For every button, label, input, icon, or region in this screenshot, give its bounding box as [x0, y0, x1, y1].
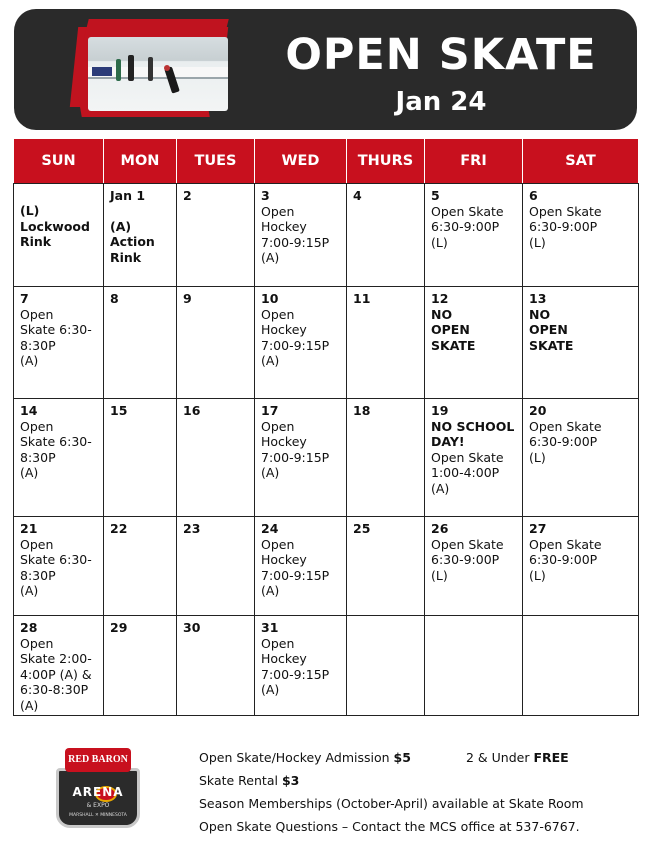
under-two-info: 2 & Under FREE	[466, 750, 569, 765]
day-number: 17	[261, 403, 279, 418]
day-number: 25	[353, 521, 371, 536]
event-note: NO OPEN SKATE	[529, 306, 574, 353]
event-note: Open Skate 6:30-9:00P (L)	[529, 536, 602, 583]
calendar-day-cell	[104, 287, 177, 399]
day-number: 23	[183, 521, 201, 536]
calendar-day-cell	[255, 517, 347, 616]
day-number: 21	[20, 521, 38, 536]
calendar-day-cell	[177, 616, 255, 716]
event-note: Open Hockey 7:00-9:15P (A)	[261, 203, 330, 265]
calendar-day-cell	[255, 184, 347, 287]
memberships-info: Season Memberships (October-April) available at Skate Room	[199, 796, 584, 811]
event-note: Open Skate 6:30- 8:30P (A)	[20, 418, 92, 480]
event-note: Open Hockey 7:00-9:15P (A)	[261, 635, 330, 697]
day-number: 29	[110, 620, 128, 635]
event-note: NO OPEN SKATE	[431, 306, 476, 353]
weekday-header: TUES	[177, 139, 255, 184]
calendar-day-cell	[177, 287, 255, 399]
calendar-day-cell	[347, 616, 425, 716]
day-number: 30	[183, 620, 201, 635]
day-number: 26	[431, 521, 449, 536]
calendar-day-cell	[425, 616, 523, 716]
event-note: Open Hockey 7:00-9:15P (A)	[261, 536, 330, 598]
rink-ad	[92, 67, 112, 76]
calendar-week-row	[14, 287, 639, 399]
event-note: Open Hockey 7:00-9:15P (A)	[261, 306, 330, 368]
calendar-day-cell	[255, 399, 347, 517]
calendar-day-cell	[14, 287, 104, 399]
calendar-day-cell	[177, 517, 255, 616]
day-number: 18	[353, 403, 371, 418]
weekday-header: SAT	[523, 139, 639, 184]
event-note: Open Skate 6:30-9:00P (L)	[431, 203, 504, 250]
header-banner	[14, 9, 637, 130]
calendar-day-cell	[347, 287, 425, 399]
day-number: Jan 1	[110, 188, 146, 203]
red-baron-arena-logo: ARENA & EXPO MARSHALL ✕ MINNESOTA RED BARON	[53, 748, 144, 830]
calendar-day-cell	[104, 399, 177, 517]
weekday-header: THURS	[347, 139, 425, 184]
calendar-day-cell	[523, 517, 639, 616]
event-note: NO SCHOOL DAY!	[431, 418, 515, 449]
event-note: Open Skate 1:00-4:00P (A)	[431, 449, 504, 496]
day-number: 5	[431, 188, 440, 203]
day-number: 9	[183, 291, 192, 306]
day-number: 24	[261, 521, 279, 536]
day-number: 22	[110, 521, 128, 536]
day-number: 28	[20, 620, 38, 635]
calendar-day-cell	[347, 399, 425, 517]
calendar-week-row	[14, 616, 639, 716]
calendar-day-cell	[14, 517, 104, 616]
calendar-day-cell	[104, 517, 177, 616]
calendar-day-cell	[255, 287, 347, 399]
rental-info: Skate Rental $3	[199, 773, 300, 788]
calendar-day-cell	[347, 184, 425, 287]
day-number: 15	[110, 403, 128, 418]
day-number: 3	[261, 188, 270, 203]
day-number: 20	[529, 403, 547, 418]
calendar-day-cell	[14, 616, 104, 716]
admission-info: Open Skate/Hockey Admission $5	[199, 750, 411, 765]
weekday-header-row	[14, 139, 639, 184]
calendar-week-row	[14, 184, 639, 287]
event-note: Open Skate 6:30- 8:30P (A)	[20, 306, 92, 368]
event-note: Open Hockey 7:00-9:15P (A)	[261, 418, 330, 480]
day-number: 11	[353, 291, 371, 306]
calendar-day-cell	[425, 184, 523, 287]
calendar-day-cell	[523, 287, 639, 399]
weekday-header: FRI	[425, 139, 523, 184]
calendar-table	[13, 138, 639, 716]
day-number: 12	[431, 291, 449, 306]
event-note: Open Skate 6:30- 8:30P (A)	[20, 536, 92, 598]
day-number: 6	[529, 188, 538, 203]
calendar-day-cell	[177, 184, 255, 287]
day-number: 10	[261, 291, 279, 306]
skaters-photo	[74, 19, 234, 121]
calendar-day-cell	[14, 184, 104, 287]
calendar-day-cell	[104, 616, 177, 716]
event-note: Open Skate 6:30-9:00P (L)	[529, 203, 602, 250]
calendar-day-cell	[425, 517, 523, 616]
weekday-header: SUN	[14, 139, 104, 184]
calendar-day-cell	[523, 616, 639, 716]
calendar-day-cell	[177, 399, 255, 517]
calendar-week-row	[14, 517, 639, 616]
event-note: Open Skate 6:30-9:00P (L)	[529, 418, 602, 465]
day-number: 27	[529, 521, 547, 536]
event-note: Open Skate 2:00- 4:00P (A) & 6:30-8:30P (A)	[20, 635, 92, 713]
weekday-header: WED	[255, 139, 347, 184]
calendar-day-cell	[425, 287, 523, 399]
calendar-day-cell	[425, 399, 523, 517]
calendar-day-cell	[523, 184, 639, 287]
day-number: 31	[261, 620, 279, 635]
calendar-day-cell	[347, 517, 425, 616]
event-note: Open Skate 6:30-9:00P (L)	[431, 536, 504, 583]
day-number: 16	[183, 403, 201, 418]
day-number: 2	[183, 188, 192, 203]
day-number: 13	[529, 291, 547, 306]
page-subtitle: Jan 24	[395, 87, 487, 117]
day-number: 8	[110, 291, 119, 306]
event-note: (L) Lockwood Rink	[20, 203, 90, 249]
event-note: (A) Action Rink	[110, 218, 155, 265]
calendar-day-cell	[523, 399, 639, 517]
page-title: OPEN SKATE	[285, 30, 597, 80]
calendar-day-cell	[14, 399, 104, 517]
calendar-day-cell	[104, 184, 177, 287]
calendar-week-row	[14, 399, 639, 517]
questions-info: Open Skate Questions – Contact the MCS office at 537-6767.	[199, 819, 580, 834]
day-number: 19	[431, 403, 449, 418]
weekday-header: MON	[104, 139, 177, 184]
day-number: 4	[353, 188, 362, 203]
footer	[0, 730, 650, 840]
day-number: 14	[20, 403, 38, 418]
day-number: 7	[20, 291, 29, 306]
calendar-day-cell	[255, 616, 347, 716]
